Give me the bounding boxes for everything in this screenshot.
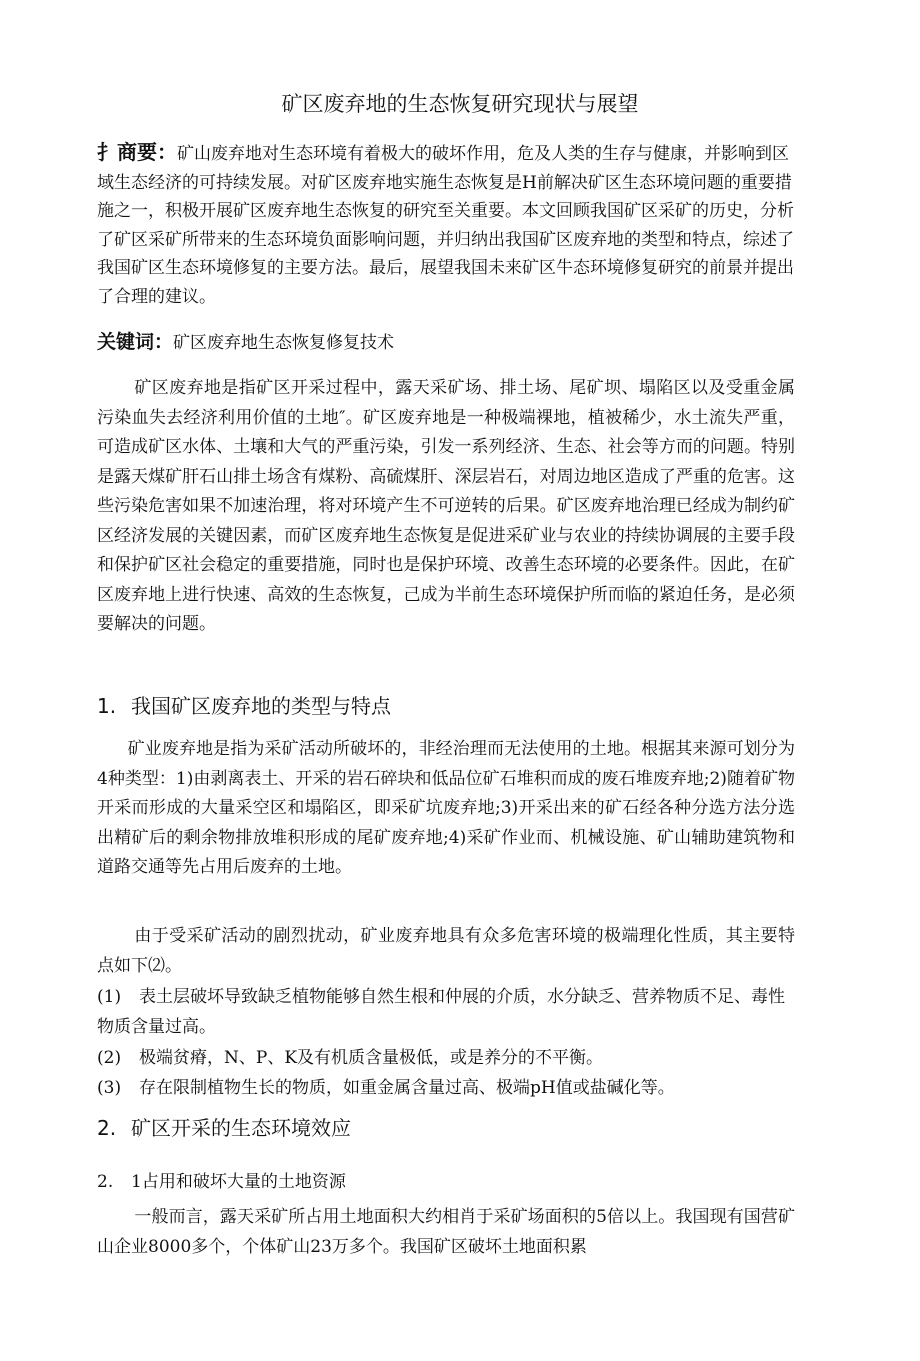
section-1-number: 1. [97, 694, 117, 718]
subsection-2-1-title: 1占用和破坏大量的土地资源 [131, 1172, 346, 1192]
section-1-heading [97, 690, 391, 719]
list-item [97, 1043, 795, 1073]
document-title: 矿区废弃地的生态恢复研究现状与展望 [281, 92, 639, 116]
list-item-number: (3) [97, 1078, 122, 1098]
section-2-paragraph-1: 一般而言，露天采矿所占用土地面积大约相肖于采矿场面积的5倍以上。我国现有国营矿山企业8000多个，个体矿山23万多个。我国矿区破坏土地面积累 [97, 1207, 795, 1257]
list-item [97, 1073, 795, 1103]
section-1-paragraph-1: 矿业废弃地是指为采矿活动所破坏的，非经治理而无法使用的土地。根据其来源可划分为4种类型：1)由剥离表土、开采的岩石碎块和低品位矿石堆积而成的废石堆废弃地;2)随着矿物开采而形成的大量采空区和塌陷区，即采矿坑废弃地;3)开采出来的矿石经各种分选方法分选出精矿后的剩余物排放堆积形成的尾矿废弃地;4)采矿作业而、机械设施、矿山辅助建筑物和道路交通等先占用后废弃的土地。 [97, 739, 795, 877]
section-1-paragraph-2: 由于受采矿活动的剧烈扰动，矿业废弃地具有众多危害环境的极端理化性质，其主要特点如下⑵。 [97, 926, 795, 976]
list-item-text: 极端贫瘠，N、P、K及有机质含量极低，或是养分的不平衡。 [139, 1048, 604, 1068]
list-item-number: (2) [97, 1048, 122, 1068]
abstract-text: 矿山废弃地对生态环境有着极大的破坏作用，危及人类的生存与健康，并影响到区域生态经济的可持续发展。对矿区废弃地实施生态恢复是H前解决矿区生态环境问题的重要措施之一，积极开展矿区废弃地生态恢复的研究至关重要。本文回顾我国矿区采矿的历史，分析了矿区采矿所带来的生态环境负面影响问题，并归纳出我国矿区废弃地的类型和特点，综述了我国矿区生态环境修复的主要方法。最后，展望我国未来矿区牛态环境修复研究的前景并提出了合理的建议。 [97, 144, 794, 307]
keywords [97, 327, 394, 354]
section-1-title: 我国矿区废弃地的类型与特点 [131, 694, 391, 718]
subsection-2-1-heading [97, 1167, 346, 1192]
list-item-text: 存在限制植物生长的物质，如重金属含量过高、极端pH值或盐碱化等。 [139, 1078, 675, 1098]
section-2-number: 2. [97, 1116, 117, 1140]
subsection-2-1-number: 2. [97, 1172, 114, 1192]
list-item-text: 表土层破坏导致缺乏植物能够自然生根和仲展的介质，水分缺乏、营养物质不足、毒性物质含量过高。 [97, 987, 785, 1037]
list-item-number: (1) [97, 987, 122, 1007]
section-2-heading [97, 1112, 351, 1141]
abstract-label: 扌商要： [97, 140, 177, 164]
keywords-text: 矿区废弃地生态恢复修复技术 [173, 333, 395, 353]
list-item [97, 982, 795, 1042]
section-2-title: 矿区开采的生态环境效应 [131, 1116, 351, 1140]
keywords-label: 关键词： [97, 331, 174, 353]
intro-paragraph: 矿区废弃地是指矿区开采过程中，露天采矿场、排土场、尾矿坝、塌陷区以及受重金属污染血失去经济利用价值的土地″。矿区废弃地是一种极端裸地，植被稀少，水土流失严重，可造成矿区水体、土壤和大气的严重污染，引发一系列经济、生态、社会等方而的问题。特别是露天煤矿肝石山排土场含有煤粉、高硫煤肝、深层岩石，对周边地区造成了严重的危害。这些污染危害如果不加速治理，将对环境产生不可逆转的后果。矿区废弃地治理已经成为制约矿区经济发展的关键因素，而矿区废弃地生态恢复是促进采矿业与农业的持续协调展的主要手段和保护矿区社会稳定的重要措施，同时也是保护环境、改善生态环境的必要条件。因此，在矿区废弃地上进行快速、高效的生态恢复，己成为半前生态环境保护所而临的紧迫任务，是必须要解决的问题。 [97, 378, 795, 634]
abstract [97, 138, 797, 312]
